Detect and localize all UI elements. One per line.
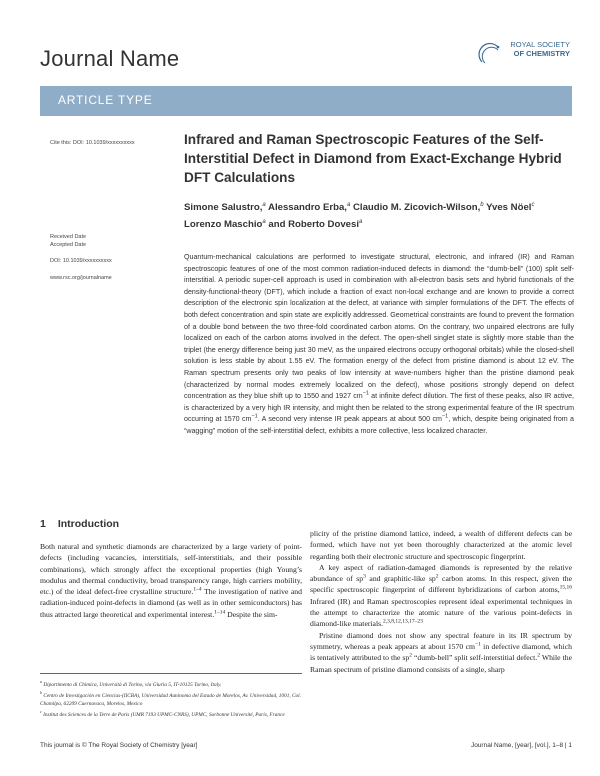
accepted-date: Accepted Date	[50, 242, 87, 248]
author: Alessandro Erba,	[268, 202, 347, 214]
abstract: Quantum-mechanical calculations are performed to investigate structural, electronic, and infrared (IR) and Raman spectroscopic features of one of the most common radiation-induced defects in diamond: the “dumb-bell” (100) split self-interstitial. A periodic super-cell approach is used in combination with all-electron basis sets and hybrid functionals of the density-functional-theory (DFT), which include a fraction of exact non-local exchange and are known to provide a correct description of the electronic spin localization at the defect, at variance with simpler formulations of the DFT. The effects of both defect concentration and spin state are explicitly addressed. Geometrical constraints are found to prevent the formation of a double bond between the two three-fold coordinated carbon atoms. On the contrary, two unpaired electrons are fully localized on each of the carbon atoms involved in the defect. The open-shell singlet state is slightly more stable than the triplet (the energy difference being just 30 meV, as the unpaired electrons occupy orthogonal orbitals) while the closed-shell solution is less stable by about 1.55 eV. The formation energy of the defect from pristine diamond is about 12 eV. The Raman spectrum presents only two peaks of low intensity at wave-numbers higher than the pristine diamond peak (characterized by normal modes extremely localized on the defect), whose positions strongly depend on defect concentration as they blue shift up to 1550 and 1927 $cm^{-1}$ at infinite defect dilution. The first of these peaks, also IR active, is characterized by a very high IR intensity, and might then be related to the strong experimental feature of the IR spectrum occurring at 1570 $cm^{-1}$. A second very intense IR peak appears at about 500 $cm^{-1}$, which, despite being originated from a “wagging” motion of the self-interstitial defect, exhibits a more collective, less localized character.	[184, 253, 574, 435]
author: Claudio M. Zicovich-Wilson,	[352, 202, 481, 214]
footnote-divider	[40, 673, 302, 674]
footnote: $^c$ Institut des Sciences de la Terre de Paris (UMR 7193 UPMC-CNRS), UPMC, Sorbonne Université, Paris, France	[40, 709, 285, 719]
journal-url[interactable]: www.rsc.org/journalname	[50, 275, 112, 281]
author: Lorenzo Maschio	[184, 219, 263, 231]
doi: DOI: 10.1039/xxxxxxxxxx	[50, 258, 112, 264]
rsc-emblem-icon	[478, 42, 504, 68]
author-list: Simone Salustro,$^a$ Alessandro Erba,$^a$ Claudio M. Zicovich-Wilson,$^b$ Yves Nöel$^c$ Lorenzo Maschio$^a$ and Roberto Dovesi$^a$	[184, 202, 535, 231]
article-type-label: ARTICLE TYPE	[58, 93, 153, 107]
body-column-right	[310, 528, 572, 675]
section-title: Introduction	[57, 518, 120, 530]
affiliation-footnotes	[40, 678, 302, 719]
page-footer	[400, 742, 572, 749]
copyright-footer: This journal is © The Royal Society of Chemistry [year]	[40, 742, 198, 749]
journal-citation: Journal Name, [year], [vol.],	[470, 742, 551, 749]
footnote: $^b$ Centro de Investigación en Ciencias-(IICBA), Universidad Autónoma del Estado de Morelos, Av. Universidad, 1001, Col. Chamilpa, 62209 Cuernavaca, Morelos, Mexico	[40, 690, 301, 708]
paragraph: Pristine diamond does not show any spectral feature in its IR spectrum by symmetry, whereas a peak appears at about 1570 $cm^{-1}$ in defective diamond, which is tentatively attributed to the $sp^2$ “dumb-bell” split self-interstitial defect.$^2$ While the Raman spectrum of pristine diamond consists of a single, sharp	[310, 630, 572, 674]
publisher-logo-line-1: ROYAL SOCIETY	[510, 40, 570, 49]
footnote: $^a$ Dipartimento di Chimica, Università di Torino, via Giuria 5, IT-10125 Torino, Italy.	[40, 679, 222, 688]
paper-title: Infrared and Raman Spectroscopic Features of the Self-Interstitial Defect in Diamond from Exact-Exchange Hybrid DFT Calculations	[184, 132, 562, 185]
paragraph: Both natural and synthetic diamonds are characterized by a large variety of point-defects (including vacancies, interstitials, self-interstitials, and their possible combinations), which strongly affect the exceptional properties (high Young’s modulus and thermal conductivity, broad transparency range, high carriers mobility, etc.) of the ideal defect-free crystalline structure.$^{1-4}$ The investigation of native and radiation-induced point-defects in diamond (as well as in other semiconductors) has thus attracted large theoretical and experimental interest.$^{1-14}$ Despite the sim-	[40, 542, 302, 619]
received-date: Received Date	[50, 234, 87, 240]
section-number: 1	[40, 518, 46, 530]
page-number: 1–8 | 1	[552, 742, 572, 749]
section-heading	[40, 518, 119, 530]
cite-this: Cite this: DOI: 10.1039/xxxxxxxxxx	[50, 140, 135, 146]
journal-name: Journal Name	[40, 46, 180, 71]
publisher-logo	[470, 40, 570, 76]
paragraph: A key aspect of radiation-damaged diamonds is represented by the relative abundance of $sp^3$ and graphitic-like $sp^2$ carbon atoms. In this respect, given the specific spectroscopic fingerprint of different hybridizations of carbon atoms,$^{15,16}$ Infrared (IR) and Raman spectroscopies represent ideal experimental techniques in the attempt to characterize the atomic nature of the various point-defects in diamond-like materials.$^{2,3,8,12,13,17-23}$	[310, 562, 572, 629]
publisher-logo-line-2: OF CHEMISTRY	[513, 49, 570, 58]
body-column-left	[40, 541, 302, 620]
author: Yves Nöel	[486, 202, 532, 214]
author: and Roberto Dovesi	[268, 219, 359, 231]
author: Simone Salustro,	[184, 202, 263, 214]
paragraph: plicity of the pristine diamond lattice, indeed, a wealth of different defects can be formed, which have not yet been thoroughly characterized at the atomic level regarding both their electronic structure and spectroscopic fingerprint.	[310, 529, 572, 561]
